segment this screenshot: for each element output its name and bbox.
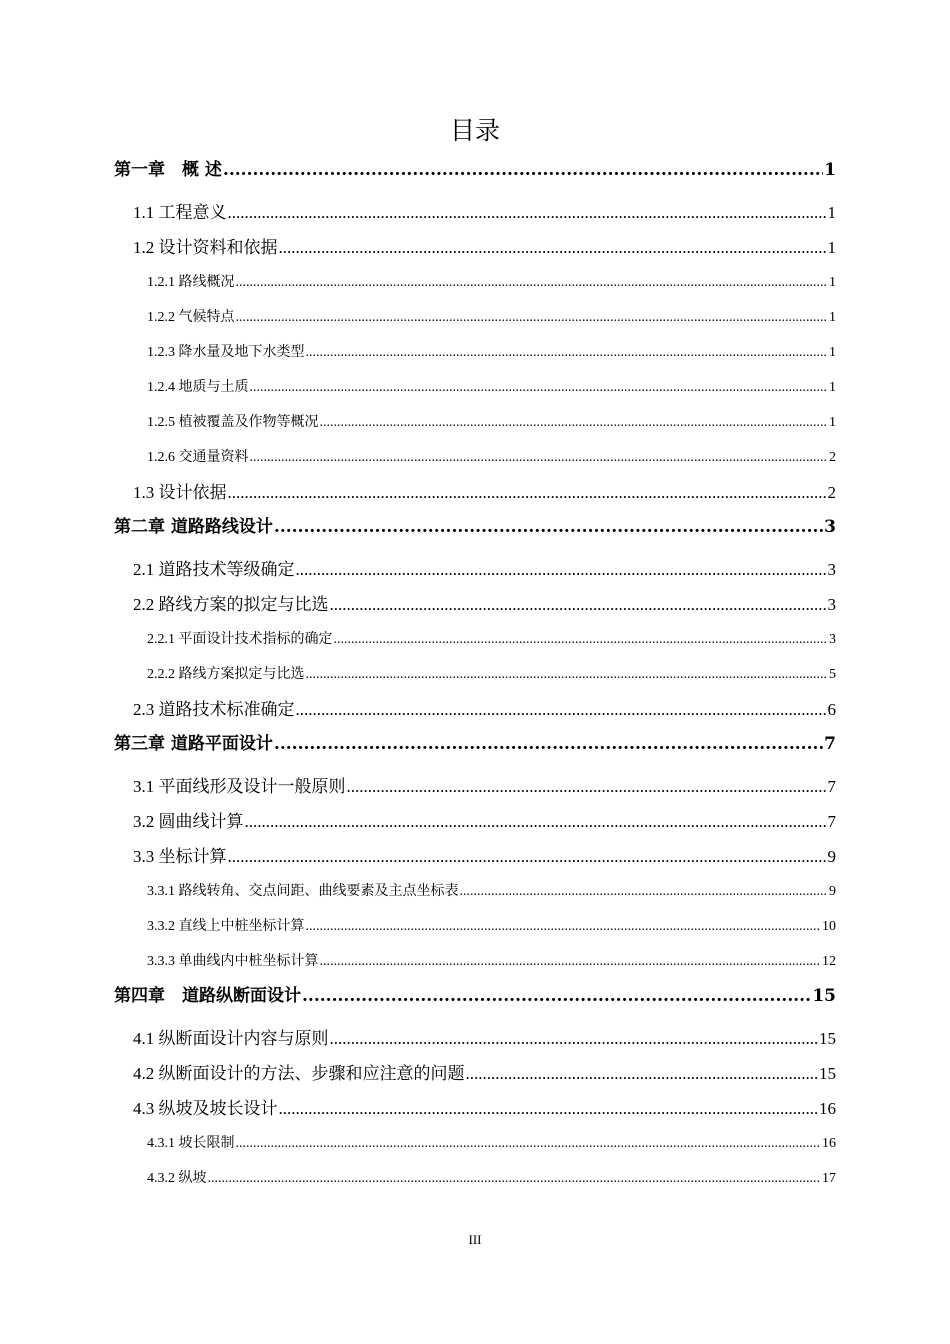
toc-entry-page-number: 3 (824, 517, 836, 537)
toc-entry[interactable] (114, 944, 836, 979)
toc-entry-label: 第四章 道路纵断面设计 (114, 986, 301, 1006)
toc-dot-leader (330, 1021, 819, 1056)
toc-entry-page-number: 6 (827, 700, 836, 719)
toc-dot-leader (334, 622, 829, 657)
toc-entry[interactable] (114, 1126, 836, 1161)
toc-entry-label: 1.2.6 交通量资料 (147, 450, 249, 465)
toc-entry[interactable] (114, 804, 836, 839)
toc-entry-label: 1.2.1 路线概况 (147, 275, 235, 290)
toc-entry[interactable] (114, 335, 836, 370)
toc-entry-label: 2.1 道路技术等级确定 (133, 560, 295, 579)
toc-entry-page-number: 7 (827, 812, 836, 831)
toc-entry-label: 3.3.1 路线转角、交点间距、曲线要素及主点坐标表 (147, 884, 459, 899)
toc-entry-page-number: 1 (827, 203, 836, 222)
toc-entry[interactable] (114, 657, 836, 692)
toc-entry-page-number: 5 (829, 667, 836, 682)
toc-dot-leader (208, 1161, 822, 1196)
toc-entry-label: 2.3 道路技术标准确定 (133, 700, 295, 719)
toc-entry-page-number: 15 (819, 1029, 836, 1048)
toc-entry-page-number: 1 (829, 415, 836, 430)
toc-dot-leader (274, 727, 823, 762)
toc-dot-leader (223, 153, 823, 188)
toc-entry-label: 3.3.2 直线上中桩坐标计算 (147, 919, 305, 934)
toc-dot-leader (306, 909, 822, 944)
toc-entry[interactable] (114, 587, 836, 622)
toc-entry[interactable] (114, 475, 836, 510)
toc-entry[interactable] (114, 979, 836, 1014)
toc-entry-label: 1.2.5 植被覆盖及作物等概况 (147, 415, 319, 430)
toc-entry-label: 1.2.4 地质与土质 (147, 380, 249, 395)
toc-entry-page-number: 9 (829, 884, 836, 899)
toc-entry[interactable] (114, 769, 836, 804)
toc-entry-page-number: 17 (822, 1171, 836, 1186)
toc-dot-leader (228, 195, 827, 230)
toc-dot-leader (347, 769, 827, 804)
toc-entry[interactable] (114, 265, 836, 300)
toc-entry[interactable] (114, 909, 836, 944)
toc-dot-leader (228, 475, 827, 510)
toc-entry[interactable] (114, 839, 836, 874)
toc-entry-page-number: 1 (829, 310, 836, 325)
toc-entry[interactable] (114, 510, 836, 545)
toc-entry-label: 1.2.3 降水量及地下水类型 (147, 345, 305, 360)
toc-entry-page-number: 2 (829, 450, 836, 465)
table-of-contents (114, 153, 836, 1196)
toc-dot-leader (236, 265, 829, 300)
toc-entry[interactable] (114, 153, 836, 188)
toc-entry[interactable] (114, 300, 836, 335)
toc-dot-leader (236, 1126, 822, 1161)
toc-entry-label: 2.2.2 路线方案拟定与比选 (147, 667, 305, 682)
toc-entry-page-number: 1 (829, 275, 836, 290)
toc-entry-page-number: 3 (827, 560, 836, 579)
toc-entry-label: 2.2.1 平面设计技术指标的确定 (147, 632, 333, 647)
toc-entry[interactable] (114, 230, 836, 265)
toc-entry[interactable] (114, 727, 836, 762)
toc-entry-label: 第二章 道路路线设计 (114, 517, 273, 537)
toc-dot-leader (250, 440, 829, 475)
toc-dot-leader (228, 839, 827, 874)
toc-dot-leader (302, 979, 811, 1014)
toc-entry-page-number: 12 (822, 954, 836, 969)
toc-dot-leader (466, 1056, 819, 1091)
toc-entry-page-number: 3 (829, 632, 836, 647)
toc-entry[interactable] (114, 195, 836, 230)
toc-entry[interactable] (114, 370, 836, 405)
page-number-footer: III (468, 1232, 482, 1247)
toc-entry-page-number: 1 (829, 380, 836, 395)
toc-entry-label: 4.2 纵断面设计的方法、步骤和应注意的问题 (133, 1064, 465, 1083)
toc-entry-page-number: 2 (827, 483, 836, 502)
toc-entry-page-number: 7 (827, 777, 836, 796)
toc-dot-leader (306, 335, 829, 370)
toc-entry[interactable] (114, 874, 836, 909)
toc-entry-page-number: 15 (819, 1064, 836, 1083)
toc-entry-label: 3.3 坐标计算 (133, 847, 227, 866)
toc-dot-leader (320, 944, 822, 979)
toc-entry-label: 第三章 道路平面设计 (114, 734, 273, 754)
toc-entry-label: 3.3.3 单曲线内中桩坐标计算 (147, 954, 319, 969)
toc-entry-label: 4.3 纵坡及坡长设计 (133, 1099, 278, 1118)
toc-entry-page-number: 16 (822, 1136, 836, 1151)
toc-entry[interactable] (114, 622, 836, 657)
toc-entry[interactable] (114, 1021, 836, 1056)
toc-entry-page-number: 7 (824, 734, 836, 754)
toc-entry-label: 4.1 纵断面设计内容与原则 (133, 1029, 329, 1048)
toc-entry-page-number: 16 (819, 1099, 836, 1118)
toc-entry-label: 1.1 工程意义 (133, 203, 227, 222)
toc-entry-page-number: 1 (824, 160, 836, 180)
toc-entry[interactable] (114, 1091, 836, 1126)
toc-dot-leader (236, 300, 829, 335)
toc-dot-leader (274, 510, 823, 545)
toc-entry[interactable] (114, 1056, 836, 1091)
toc-entry-page-number: 9 (827, 847, 836, 866)
toc-dot-leader (306, 657, 829, 692)
toc-entry-label: 1.2.2 气候特点 (147, 310, 235, 325)
toc-dot-leader (330, 587, 827, 622)
toc-entry[interactable] (114, 692, 836, 727)
toc-entry-label: 第一章 概 述 (114, 160, 222, 180)
toc-entry-label: 2.2 路线方案的拟定与比选 (133, 595, 329, 614)
toc-dot-leader (460, 874, 829, 909)
toc-entry-page-number: 1 (827, 238, 836, 257)
toc-dot-leader (296, 692, 827, 727)
toc-dot-leader (279, 230, 827, 265)
toc-entry[interactable] (114, 1161, 836, 1196)
toc-dot-leader (296, 552, 827, 587)
toc-dot-leader (250, 370, 829, 405)
toc-entry-label: 3.1 平面线形及设计一般原则 (133, 777, 346, 796)
toc-entry-label: 3.2 圆曲线计算 (133, 812, 244, 831)
toc-entry-label: 1.3 设计依据 (133, 483, 227, 502)
toc-dot-leader (320, 405, 829, 440)
toc-entry[interactable] (114, 552, 836, 587)
toc-entry-page-number: 3 (827, 595, 836, 614)
page-title: 目录 (449, 116, 500, 145)
toc-entry-page-number: 10 (822, 919, 836, 934)
toc-entry-label: 1.2 设计资料和依据 (133, 238, 278, 257)
toc-entry-page-number: 1 (829, 345, 836, 360)
toc-entry-label: 4.3.1 坡长限制 (147, 1136, 235, 1151)
toc-dot-leader (245, 804, 827, 839)
toc-entry[interactable] (114, 405, 836, 440)
toc-entry-page-number: 15 (812, 986, 836, 1006)
toc-entry[interactable] (114, 440, 836, 475)
toc-dot-leader (279, 1091, 819, 1126)
toc-entry-label: 4.3.2 纵坡 (147, 1171, 207, 1186)
